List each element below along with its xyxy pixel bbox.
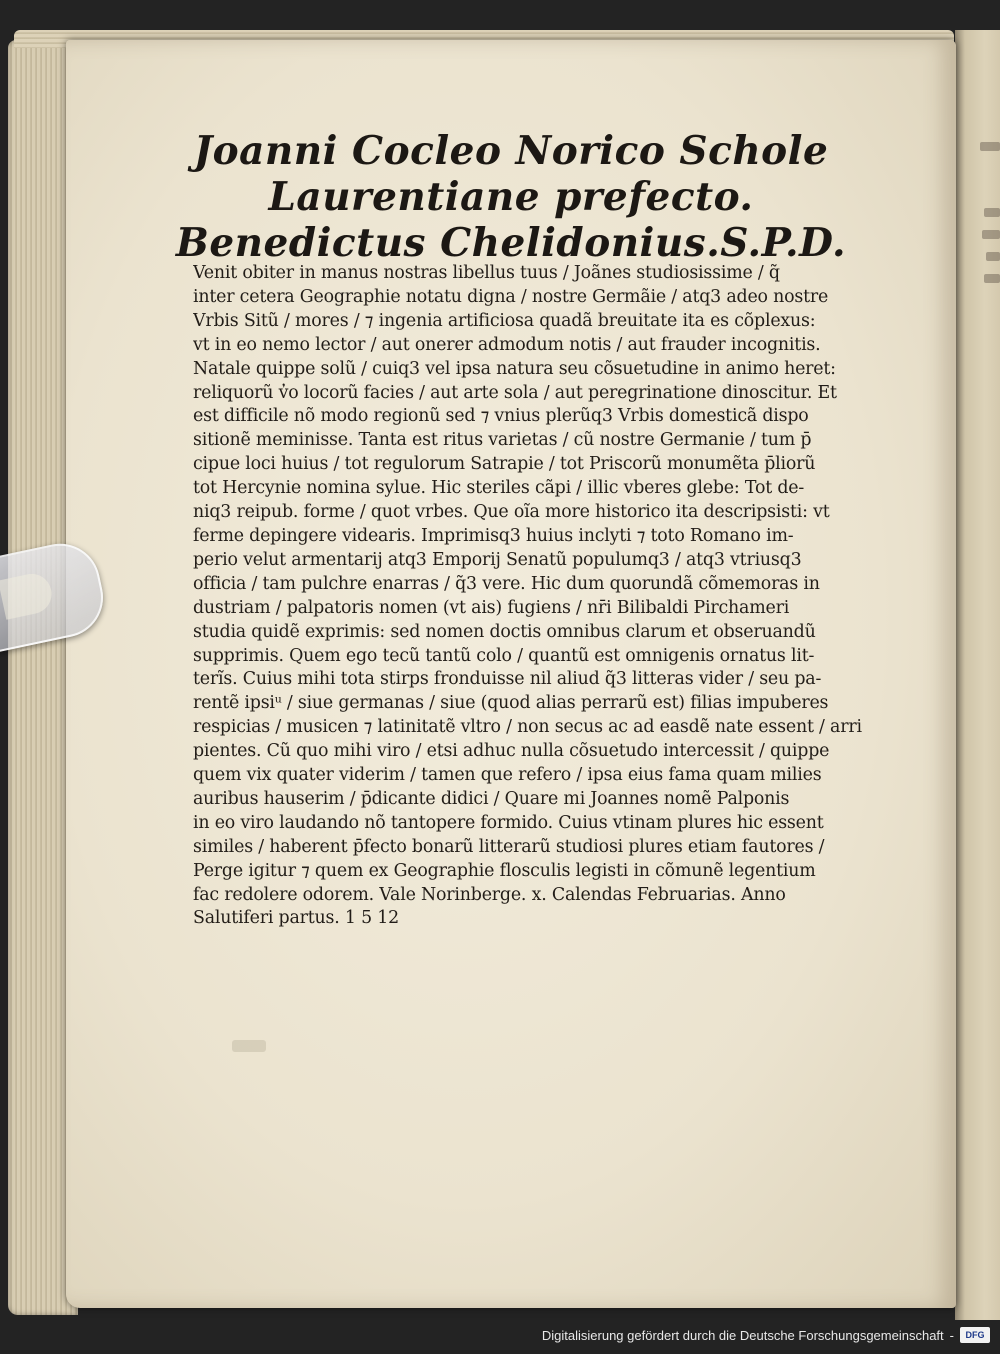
text-line: perio velut armentarij atq3 Emporij Senatũ populumq3 / atq3 vtriusq3 xyxy=(193,549,802,570)
text-line: officia / tam pulchre enarras / q̃3 vere. Hic dum quorundã cõmemoras in xyxy=(193,573,820,594)
digitization-credit xyxy=(542,1320,990,1350)
book-page xyxy=(66,40,956,1308)
text-line: auribus hauserim / p̄dicante didici / Quare mi Joannes nomẽ Palponis xyxy=(193,788,790,809)
text-line: terĩs. Cuius mihi tota stirps fronduisse nil aliud q̃3 litteras vider / seu pa- xyxy=(193,669,822,690)
text-line: Salutiferi partus. 1 5 12 xyxy=(193,908,400,929)
text-line: reliquorũ v̓o locorũ facies / aut arte sola / aut peregrinatione dinoscitur. Et xyxy=(193,382,837,403)
heading-line: Laurentiane prefecto. xyxy=(268,174,754,220)
text-line: respicias / musicen ⁊ latinitatẽ vltro / non secus ac ad easdẽ nate essent / arri xyxy=(193,717,862,738)
text-line: cipue loci huius / tot regulorum Satrapie / tot Priscorũ monumẽta p̄liorũ xyxy=(193,454,816,475)
show-through-mark xyxy=(232,1040,266,1052)
facing-page-print xyxy=(982,230,1000,239)
facing-page-print xyxy=(986,252,1000,261)
facing-page-print xyxy=(980,142,1000,151)
text-line: fac redolere odorem. Vale Norinberge. x. Calendas Februarias. Anno xyxy=(193,884,786,905)
text-line: Perge igitur ⁊ quem ex Geographie flosculis legisti in cõmunẽ legentium xyxy=(193,860,816,881)
text-line: tot Hercynie nomina sylue. Hic steriles cãpi / illic vberes glebe: Tot de- xyxy=(193,478,805,499)
dedication-heading xyxy=(66,128,956,266)
text-line: dustriam / palpatoris nomen (vt ais) fugiens / nr̄i Bilibaldi Pirchameri xyxy=(193,597,790,618)
text-line: est difficile nõ modo regionũ sed ⁊ vnius plerũq3 Vrbis domesticã dispo xyxy=(193,406,809,427)
text-line: in eo viro laudando nõ tantopere formido. Cuius vtinam plures hic essent xyxy=(193,812,824,833)
text-line: Venit obiter in manus nostras libellus tuus / Joãnes studiosissime / q̃ xyxy=(193,263,780,283)
credit-separator: - xyxy=(949,1327,954,1343)
text-line: Vrbis Sitũ / mores / ⁊ ingenia artificiosa quadã breuitate ita es cõplexus: xyxy=(193,310,816,331)
text-line: niq3 reipub. forme / quot vrbes. Que oĩa more historico ita descripsisti: vt xyxy=(193,502,830,523)
clip-opening xyxy=(0,570,55,620)
text-line: similes / haberent p̄fecto bonarũ litterarũ studiosi plures etiam fautores / xyxy=(193,836,825,857)
facing-page-print xyxy=(984,274,1000,283)
text-line: studia quidẽ exprimis: sed nomen doctis omnibus clarum et obseruandũ xyxy=(193,621,816,642)
text-line: inter cetera Geographie notatu digna / nostre Germãie / atq3 adeo nostre xyxy=(193,286,829,307)
text-line: sitionẽ meminisse. Tanta est ritus varietas / cũ nostre Germanie / tum p̄ xyxy=(193,430,812,451)
text-line: pientes. Cũ quo mihi viro / etsi adhuc nulla cõsuetudo intercessit / quippe xyxy=(193,741,830,762)
facing-page-sliver xyxy=(955,30,1000,1320)
text-line: quem vix quater viderim / tamen que refero / ipsa eius fama quam milies xyxy=(193,765,822,786)
heading-line: Benedictus Chelidonius.S.P.D. xyxy=(175,220,847,266)
credit-text: Digitalisierung gefördert durch die Deutsche Forschungsgemeinschaft xyxy=(541,1327,944,1343)
text-line: vt in eo nemo lector / aut onerer admodum notis / aut frauder incognitis. xyxy=(193,334,821,355)
text-line: ferme depingere videaris. Imprimisq3 huius inclyti ⁊ toto Romano im- xyxy=(193,525,794,546)
facing-page-print xyxy=(984,208,1000,217)
heading-line: Joanni Cocleo Norico Schole xyxy=(193,128,829,174)
text-line: rentẽ ipsiᵘ / siue germanas / siue (quod alias perrarũ est) filias impuberes xyxy=(193,693,829,714)
text-line: Natale quippe solũ / cuiq3 vel ipsa natura seu cõsuetudine in animo heret: xyxy=(193,358,836,379)
letter-body xyxy=(193,262,883,931)
text-line: supprimis. Quem ego tecũ tantũ colo / quantũ est omnigenis ornatus lit- xyxy=(193,645,815,666)
dfg-logo-icon: DFG xyxy=(960,1327,990,1343)
